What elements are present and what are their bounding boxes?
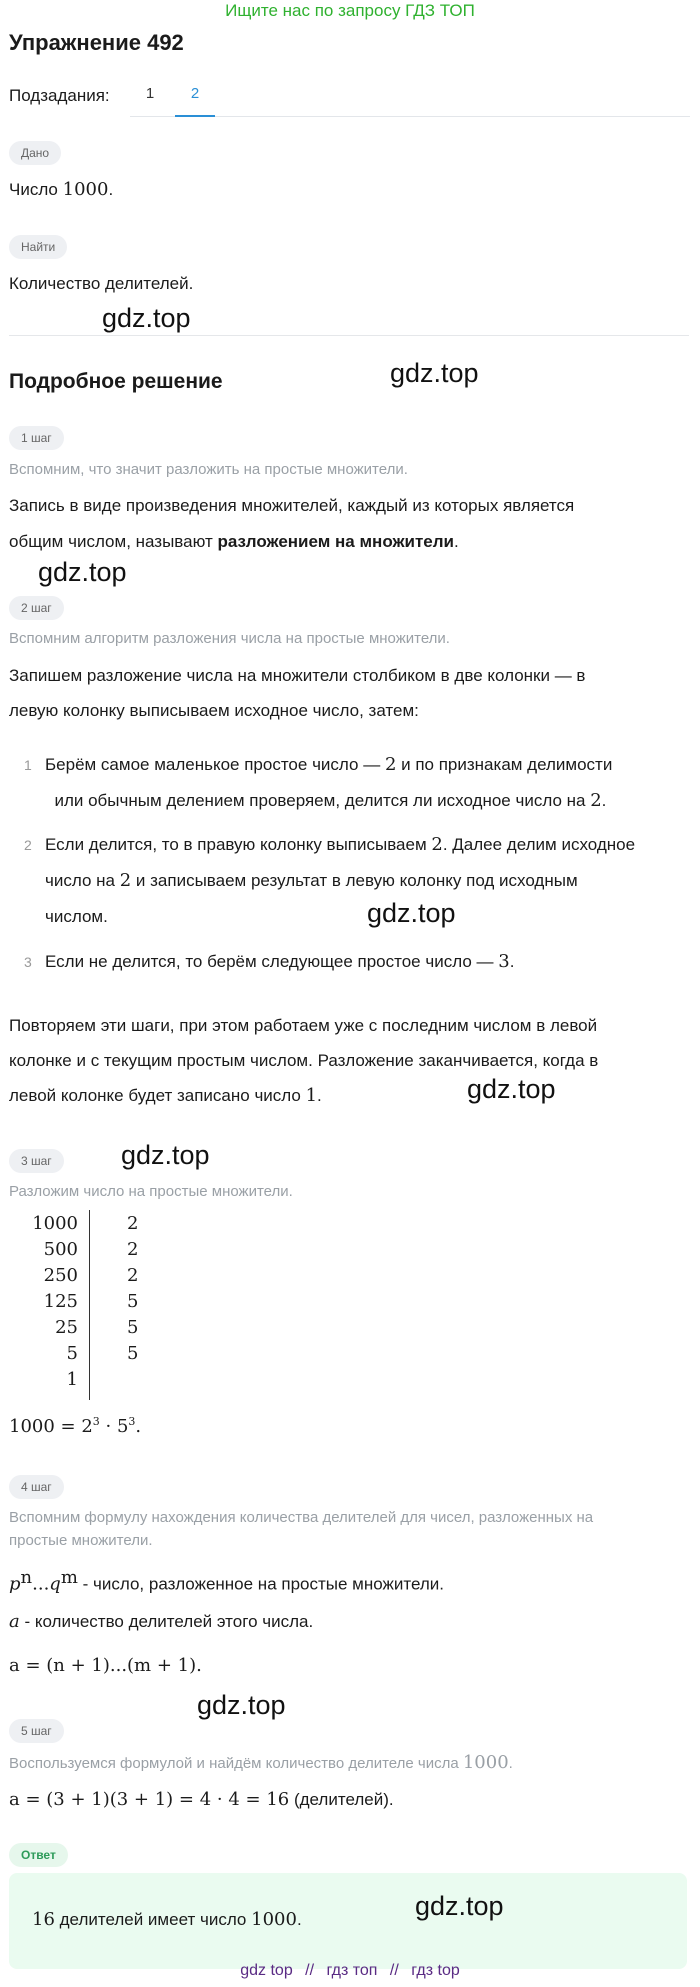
step-2-note: Вспомним алгоритм разложения числа на простые множители.: [9, 630, 450, 647]
step-2-paragraph: колонке и с текущим простым числом. Разложение заканчивается, когда в: [9, 1051, 599, 1070]
search-banner: Ищите нас по запросу ГДЗ ТОП: [225, 1, 475, 20]
step-4-chip: 4 шаг: [9, 1475, 64, 1499]
factor-left-value: 500: [43, 1239, 78, 1260]
footer-link[interactable]: гдз топ: [326, 1962, 378, 1979]
list-item: Если делится, то в правую колонку выписываем 2. Далее делим исходное число на 2 и записываем результат в левую колонку под исходным числом.: [45, 834, 636, 926]
section-divider: [9, 335, 689, 336]
factor-right-value: 5: [127, 1343, 139, 1364]
solution-title: Подробное решение: [9, 370, 223, 393]
factor-left-value: 250: [43, 1265, 78, 1286]
factor-right-value: 5: [127, 1317, 139, 1338]
list-item: Берём самое маленькое простое число — 2 и по признакам делимости или обычным делением проверяем, делится ли исходное число на 2.: [45, 754, 613, 811]
step-1-line: Запись в виде произведения множителей, каждый из которых является: [9, 496, 575, 515]
step-4-note: Вспомним формулу нахождения количества делителей для чисел, разложенных на: [9, 1509, 594, 1526]
step-5-chip: 5 шаг: [9, 1719, 64, 1743]
tab-subtask-1[interactable]: 1: [145, 85, 155, 102]
find-chip: Найти: [9, 235, 67, 259]
page-title: Упражнение 492: [9, 30, 184, 55]
factor-left-value: 1000: [32, 1213, 78, 1234]
step-1-note: Вспомним, что значит разложить на простые множители.: [9, 461, 408, 478]
step-5-note: Воспользуемся формулой и найдём количество делителе числа 1000.: [9, 1752, 513, 1773]
step-2-paragraph: Повторяем эти шаги, при этом работаем уже с последним числом в левой: [9, 1016, 598, 1035]
step-2-line: Запишем разложение числа на множители столбиком в две колонки — в: [9, 666, 586, 685]
step-5-formula: a = (3 + 1)(3 + 1) = 4 · 4 = 16 (делителей).: [9, 1789, 394, 1810]
watermark: gdz.top: [102, 303, 191, 333]
factor-right-value: 2: [127, 1239, 139, 1260]
subtasks-label: Подзадания:: [9, 86, 110, 105]
factor-right-value: 2: [127, 1213, 139, 1234]
watermark: gdz.top: [467, 1074, 556, 1104]
factor-left-value: 5: [66, 1343, 78, 1364]
watermark: gdz.top: [197, 1690, 286, 1720]
factor-divider-line: [89, 1210, 90, 1400]
step-2-paragraph: левой колонке будет записано число 1.: [9, 1085, 322, 1106]
answer-chip: Ответ: [9, 1843, 68, 1867]
step-3-chip: 3 шаг: [9, 1149, 64, 1173]
list-number: 3: [24, 954, 32, 970]
given-chip: Дано: [9, 141, 61, 165]
factor-right-value: 2: [127, 1265, 139, 1286]
answer-text: 16 делителей имеет число 1000.: [32, 1909, 302, 1930]
given-text: Число 1000.: [9, 179, 114, 200]
footer-link[interactable]: гдз top: [411, 1962, 460, 1979]
factor-left-value: 1: [66, 1369, 78, 1390]
footer-separator: //: [389, 1962, 399, 1979]
factorization-result: $1000 = 2^3 \cdot 5^3$.: [9, 1415, 142, 1437]
factor-right-value: 5: [127, 1291, 139, 1312]
watermark: gdz.top: [390, 358, 479, 388]
step-1-chip: 1 шаг: [9, 426, 64, 450]
step-4-note: простые множители.: [9, 1532, 153, 1549]
watermark: gdz.top: [121, 1140, 210, 1170]
footer-links: [0, 1962, 700, 1980]
divisor-formula: a = (n + 1)...(m + 1).: [9, 1655, 202, 1676]
footer-link[interactable]: gdz top: [240, 1962, 293, 1979]
step-4-line: $p^n...q^m$ - число, разложенное на простые множители.: [9, 1567, 445, 1595]
step-4-line: a - количество делителей этого числа.: [9, 1611, 314, 1632]
factor-left-value: 25: [55, 1317, 78, 1338]
step-3-note: Разложим число на простые множители.: [9, 1183, 293, 1200]
subtask-tabs: [130, 80, 690, 117]
find-text: Количество делителей.: [9, 274, 194, 293]
list-item: Если не делится, то берём следующее простое число — 3.: [45, 951, 515, 972]
step-2-line: левую колонку выписываем исходное число, затем:: [9, 701, 419, 720]
step-1-line: общим числом, называют разложением на множители.: [9, 532, 459, 551]
footer-separator: //: [305, 1962, 315, 1979]
watermark: gdz.top: [367, 898, 456, 928]
tab-subtask-2[interactable]: 2: [175, 85, 215, 117]
factor-left-value: 125: [43, 1291, 78, 1312]
list-number: 2: [24, 837, 32, 853]
watermark: gdz.top: [415, 1891, 504, 1921]
step-2-chip: 2 шаг: [9, 596, 64, 620]
list-number: 1: [24, 757, 32, 773]
watermark: gdz.top: [38, 557, 127, 587]
